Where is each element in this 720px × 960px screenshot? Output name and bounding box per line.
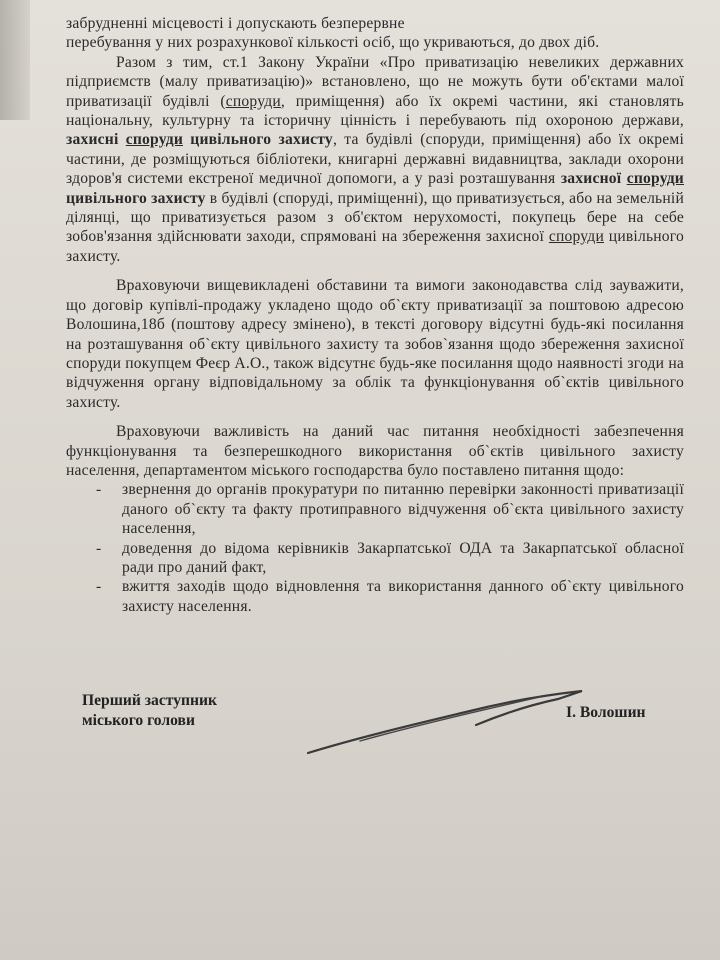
list-item: - доведення до відома керівників Закарпатської ОДА та Закарпатської обласної ради про даний факт, [100,539,684,578]
page-fold-shadow [0,0,30,120]
position-line-2: міського голови [82,712,195,729]
bold-term: цивільного захисту [183,131,333,149]
bold-term: захисної [560,170,627,188]
paragraph-department-action: Враховуючи важливість на даний час питання необхідності забезпечення функціонування та безперешкодного використання об`єктів цивільного захисту населення, департаментом міського господарства було поставлено питання щодо: [66,423,684,479]
continuation-line-2: перебування у них розрахункової кількості осіб, що укриваються, до двох діб. [66,34,600,52]
continuation-line-1: забрудненні місцевості і допускають безперервне [66,15,405,32]
bold-underlined-term: споруди [626,170,684,188]
text-fragment: в будівлі (споруді, приміщенні), що приватизується, або на земельній ділянці, що приватизується разом з об'єктом нерухомості, покупець бере на себе зобов'язання здійснювати заходи, спрямовані на збереження захисної [66,189,684,246]
underlined-term: споруди [548,228,604,246]
text-fragment: Разом з тим, ст.1 Закону України «Про приватизацію невеликих державних підприємств (малу приватизацію)» встановлено, що не можуть бути об'єктами малої приватизації будівлі ( [66,53,684,110]
paragraph-contract-analysis: Враховуючи вищевикладені обставини та вимоги законодавства слід зауважити, що договір купівлі-продажу укладено щодо об`єкту приватизації за поштовою адресою Волошина,18б (поштову адресу змінено), в тексті договору відсутні будь-які посилання на розташування об`єкту цивільного захисту та зобов`язання щодо збереження захисної споруди покупцем Феєр А.О., також відсутнє будь-яке посилання щодо наявності згоди на відчуження органу відповідальному за облік та функціонування об`єктів цивільного захисту. [66,277,684,411]
handwritten-signature [300,665,590,765]
paragraph-law-reference [66,53,684,266]
position-line-1: Перший заступник [82,692,217,709]
signatory-name: І. Волошин [566,704,646,721]
bold-term: цивільного захисту [66,189,206,207]
underlined-term: споруди [225,92,281,110]
paragraph-continuation [66,14,684,53]
action-list [66,480,684,616]
document-body [66,14,684,616]
signatory-position [82,691,217,731]
text-fragment: цивільного захисту. [66,228,685,265]
list-item: - звернення до органів прокуратури по питанню перевірки законності приватизації даного об`єкту та факту протиправного відчуження об`єкта цивільного захисту населення, [100,480,684,538]
bold-underlined-term: споруди [125,131,184,149]
text-fragment: , та будівлі (споруди, приміщення) або їх окремі частини, де розміщуються бібліотеки, книгарні державні видавництва, заклади охорони здоров'я системи екстреної медичної допомоги, а у разі розташування [66,131,684,188]
text-fragment: , приміщення) або їх окремі частини, які становлять національну, культурну та історичну цінність і перебувають під охороною держави, [66,92,684,130]
list-item: - вжиття заходів щодо відновлення та використання данного об`єкту цивільного захисту населення. [100,577,684,616]
bold-term: захисні [66,131,126,149]
